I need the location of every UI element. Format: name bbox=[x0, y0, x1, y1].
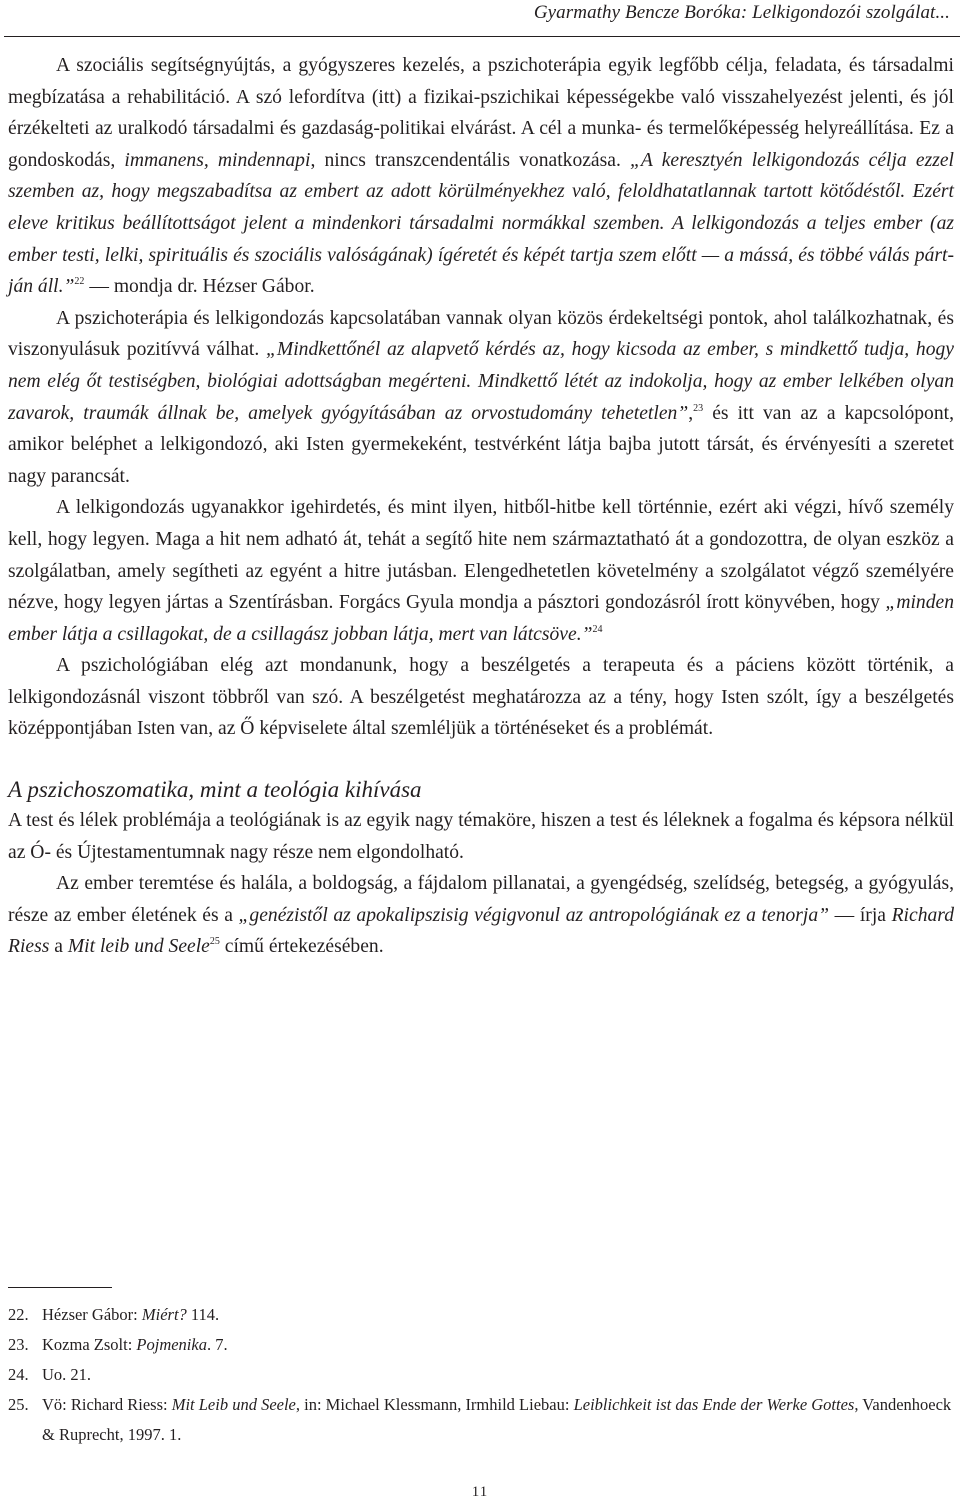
paragraph-4 bbox=[8, 650, 954, 745]
footnote-25 bbox=[8, 1390, 954, 1450]
paragraph-5 bbox=[8, 805, 954, 868]
footnote-text: 114. bbox=[186, 1305, 220, 1324]
text-run: a bbox=[49, 936, 68, 958]
paragraph-2 bbox=[8, 303, 954, 493]
header-rule bbox=[4, 36, 960, 37]
footnote-text: Hézser Gábor: bbox=[42, 1305, 142, 1324]
text-run: A pszichológiában elég azt mondanunk, hogy a beszélgetés a terapeuta és a páciens között történik, a lelkigondozásnál viszont többről van szó. A beszélgetést meghatározza az a tény, hogy Isten szólt, így a beszélgetés középpontjában Isten van, az Ő képviselete által szemléljük a történéseket és a problémát. bbox=[8, 655, 954, 740]
text-run: , nincs transzcendentális vonatkozása. bbox=[310, 149, 631, 171]
footnote-text: , in: Michael Klessmann, Irmhild Liebau: bbox=[295, 1395, 574, 1414]
footnote-text: . 7. bbox=[206, 1335, 228, 1354]
footnote-23 bbox=[8, 1330, 954, 1360]
section-heading: A pszichoszomatika, mint a teológia kihívása bbox=[8, 777, 422, 803]
footnote-title: Miért? bbox=[141, 1305, 187, 1324]
running-header: Gyarmathy Bencze Boróka: Lelkigondozói szolgálat... bbox=[533, 2, 950, 23]
text-run: A szociális segítségnyújtás, a gyógyszeres kezelés, a pszichoterápia egyik legfőbb célja, feladata, és társadalmi megbízatása a rehabilitáció. A szó lefordítva (itt) a fizikai-pszichikai képességekbe való visszahelyezést jelenti, és jól érzékelteti az uralkodó társadalmi és gazdaság-politikai elvárást. A cél a munka- és termelőképesség helyreállítása. Ez a gondoskodás, bbox=[8, 55, 954, 171]
text-run: A pszichoterápia és lelkigondozás kapcsolatában vannak olyan közös érdekeltségi pontok, ahol találkozhatnak, és viszonyulásuk pozitívvá válhat. bbox=[8, 307, 954, 361]
paragraph-1 bbox=[8, 50, 954, 303]
author-name: Richard Riess bbox=[8, 904, 954, 958]
footnote-ref[interactable]: 24 bbox=[592, 623, 603, 635]
footnote-ref[interactable]: 22 bbox=[74, 276, 85, 288]
footnote-text: , Vandenhoeck & Ruprecht, 1997. 1. bbox=[42, 1395, 952, 1444]
footnote-number: 25. bbox=[8, 1395, 29, 1414]
footnote-title: Mit Leib und Seele bbox=[171, 1395, 296, 1414]
quotation: „minden ember látja a csillagokat, de a csillagász jobban látja, mert van látcsöve.” bbox=[8, 592, 954, 645]
text-run: A lelkigondozás ugyanakkor igehirdetés, és mint ilyen, hitből-hitbe kell történnie, ezért aki végzi, hívő személy kell, hogy legyen. Maga a hit nem adható át, tehát a segítő hite nem származtatható át a gondozottra, de olyan eszköz a szolgálatban, amely segítheti az egyént a hitre jutásban. Elengedhetetlen követelmény a szolgálatot végző személyére nézve, hogy legyen jártas a Szentírásban. Forgács Gyula mondja a pásztori gondozásról írott könyvében, hogy bbox=[8, 497, 954, 614]
italic-run: immanens, mindennapi bbox=[124, 149, 311, 171]
quotation: „A keresztyén lelkigondozás célja ezzel szemben az, hogy megszabadítsa az embert az adott körülményekhez való, feloldhatatlannak tartott kötődéstől. Ezért eleve kritikus beállítottságot jelent a mindenkori társadalmi normákkal szemben. A lelkigondozás a teljes ember (az ember testi, lelki, spirituális és szociális valóságának) ígéretét és képét tartja szem előtt — a mássá, és többé válás pártján áll.” bbox=[8, 149, 954, 298]
text-run: — mondja dr. Hézser Gábor. bbox=[84, 276, 315, 298]
footnote-text: Kozma Zsolt: bbox=[42, 1335, 137, 1354]
footnote-22 bbox=[8, 1300, 954, 1330]
quotation: „genézistől az apokalipszisig végigvonul az antropológiának ez a tenorja” bbox=[238, 904, 830, 926]
text-run: A test és lélek problémája a teológiának is az egyik nagy témaköre, hiszen a test és léleknek a fogalma és képsora nélkül az Ó- és Újtestamentumnak nagy része nem elgondolható. bbox=[8, 810, 954, 863]
work-title: Mit leib und Seele bbox=[67, 936, 210, 958]
footnote-title: Pojmenika bbox=[136, 1335, 207, 1354]
footnote-number: 22. bbox=[8, 1305, 29, 1324]
text-run: , bbox=[688, 402, 694, 424]
paragraph-6 bbox=[8, 868, 954, 963]
quotation: „Mindkettőnél az alapvető kérdés az, hogy kicsoda az ember, s mindkettő tudja, hogy nem elég őt testiségben, biológiai adottságban megérteni. Mindkettő létét az indokolja, hogy az ember lelkében olyan zavarok, traumák állnak be, amelyek gyógyításában az orvostudomány tehetetlen” bbox=[8, 339, 954, 424]
text-run: Az ember teremtése és halála, a boldogság, a fájdalom pillanatai, a gyengédség, szelídség, betegség, a gyógyulás, része az ember életének és a bbox=[8, 873, 954, 926]
body-text bbox=[8, 50, 954, 963]
paragraph-3 bbox=[8, 492, 954, 650]
footnote-text: Uo. 21. bbox=[42, 1365, 92, 1384]
footnote-rule bbox=[8, 1287, 112, 1288]
footnote-number: 23. bbox=[8, 1335, 29, 1354]
footnote-24 bbox=[8, 1360, 954, 1390]
page-number: 11 bbox=[471, 1484, 489, 1500]
footnotes bbox=[8, 1300, 954, 1450]
footnote-ref[interactable]: 23 bbox=[693, 402, 704, 414]
text-run: és itt van az a kapcsolópont, amikor beléphet a lelkigondozó, aki Isten gyermekeként, testvérként látja bajba jutott társát, és érvényesíti a szeretet nagy parancsát. bbox=[8, 402, 954, 487]
footnote-number: 24. bbox=[8, 1365, 29, 1384]
footnote-text: Vö: Richard Riess: bbox=[42, 1395, 172, 1414]
text-run: című értekezésében. bbox=[219, 936, 384, 958]
footnote-title: Leiblichkeit ist das Ende der Werke Gottes bbox=[573, 1395, 855, 1414]
footnote-ref[interactable]: 25 bbox=[209, 936, 220, 948]
text-run: — írja bbox=[829, 904, 892, 926]
